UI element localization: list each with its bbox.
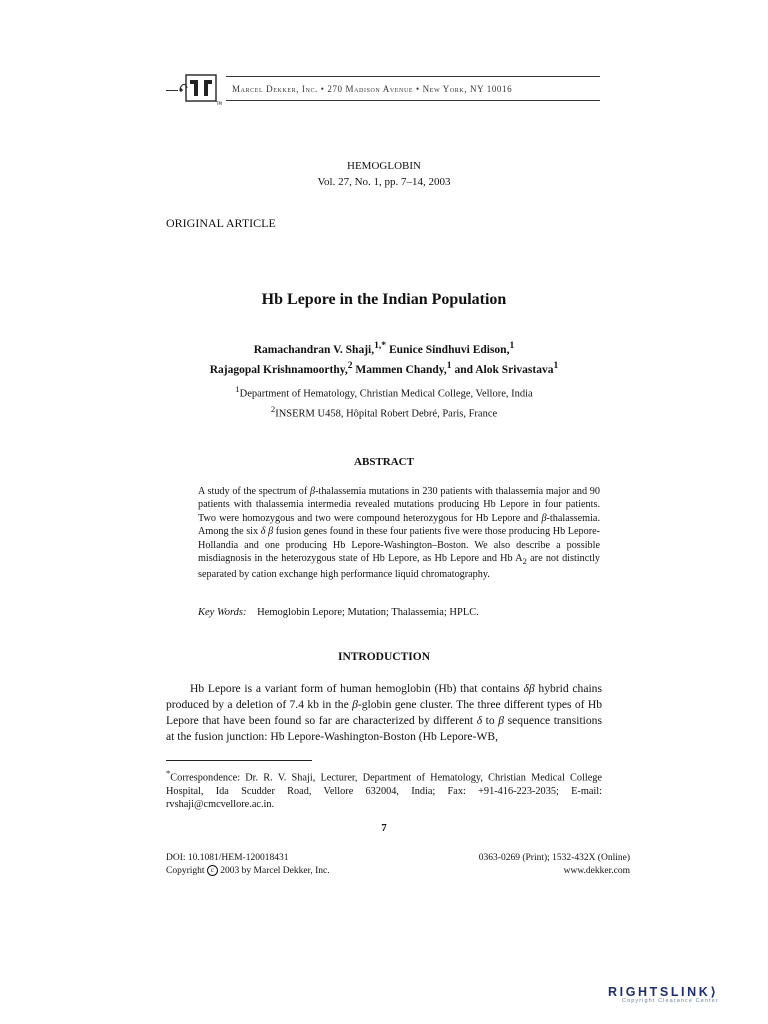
keywords-label: Key Words: [198,607,247,618]
author-shaji-affiliation: 1,* [374,340,387,351]
journal-block [0,158,768,190]
issn-block [479,852,630,878]
page-number: 7 [381,822,387,834]
keywords [198,607,479,618]
issn: 0363-0269 (Print); 1532-432X (Online) [478,853,630,863]
affiliations [0,382,768,421]
author-krishnamoorthy: Rajagopal Krishnamoorthy, [209,363,348,376]
journal-name: HEMOGLOBIN [347,160,421,172]
rightslink-arrow-icon: ⟩ [710,985,717,999]
author-edison: Eunice Sindhuvi Edison, [388,343,510,356]
introduction-text: Hb Lepore is a variant form of human hemoglobin (Hb) that contains δβ hybrid chains produced by a deletion of 7.4 kb in the β-globin gene cluster. The three different types of Hb Lepore that have been found so far are characterized by different δ to β sequence transitions at the fusion junction: Hb Lepore-Washington-Boston (Hb Lepore-WB, [166,682,603,743]
author-srivastava-affiliation: 1 [553,359,559,371]
rightslink-wordmark: RIGHTSLINK⟩ [608,985,717,999]
author-shaji: Ramachandran V. Shaji, [253,343,375,356]
header-rule-bottom [226,100,600,101]
keywords-value: Hemoglobin Lepore; Mutation; Thalassemia; HPLC. [257,607,479,618]
affiliation-2: $^2$INSERM U458, Hôpital Robert Debré, Paris, France [270,403,498,419]
publisher-website-link[interactable]: www.dekker.com [563,866,630,876]
author-chandy-affiliation: 1 [446,359,452,371]
author-list [0,338,768,378]
author-krishnamoorthy-affiliation: 2 [347,359,353,371]
footnote-rule [166,760,312,761]
journal-citation: Vol. 27, No. 1, pp. 7–14, 2003 [317,176,451,188]
abstract-text: A study of the spectrum of β-thalassemia mutations in 230 patients with thalassemia major and 90 patients with thalassemia intermedia revealed mutations producing Hb Lepore in four patients. Two were homozygous and two were compound heterozygous for Hb Lepore and β-thalassemia. Among the six δ β fusion genes found in these four patients five were those producing Hb Lepore-Hollandia and one producing Hb Lepore-Washington–Boston. We also describe a possible misdiagnosis in the heterozygous state of Hb Lepore, as Hb Lepore and Hb $A_2$ are not distinctly separated by cation exchange high performance liquid chromatography. [198,486,600,581]
author-chandy: Mammen Chandy, [355,363,447,376]
article-type: ORIGINAL ARTICLE [166,216,276,230]
correspondence-footnote: *Correspondence: Dr. R. V. Shaji, Lecturer, Department of Hematology, Christian Medical College Hospital, Ida Scudder Road, Vellore 632004, India; Fax: +91-416-223-2035; E-mail: rvshaji@cmcvellore.ac.in. [166,768,602,811]
doi-block [166,852,330,878]
author-srivastava: and Alok Srivastava [454,363,554,376]
abstract-heading: ABSTRACT [354,456,414,468]
publisher-logo-icon [176,72,224,106]
doi: DOI: 10.1081/HEM-120018431 [166,853,289,863]
author-edison-affiliation: 1 [509,340,515,351]
copyright: Copyright c 2003 by Marcel Dekker, Inc. [166,866,330,876]
introduction-heading: INTRODUCTION [337,651,430,663]
rightslink-tagline: Copyright Clearance Center [622,998,719,1004]
svg-text:TM: TM [216,101,222,106]
header-rule-right [226,76,600,77]
copyright-symbol-icon: c [207,865,218,876]
affiliation-1: $^1$Department of Hematology, Christian Medical College, Vellore, India [235,384,533,400]
article-title: Hb Lepore in the Indian Population [261,291,507,308]
rightslink-badge[interactable] [608,984,719,1004]
publisher-line: Marcel Dekker, Inc. • 270 Madison Avenue • New York, NY 10016 [232,84,513,94]
